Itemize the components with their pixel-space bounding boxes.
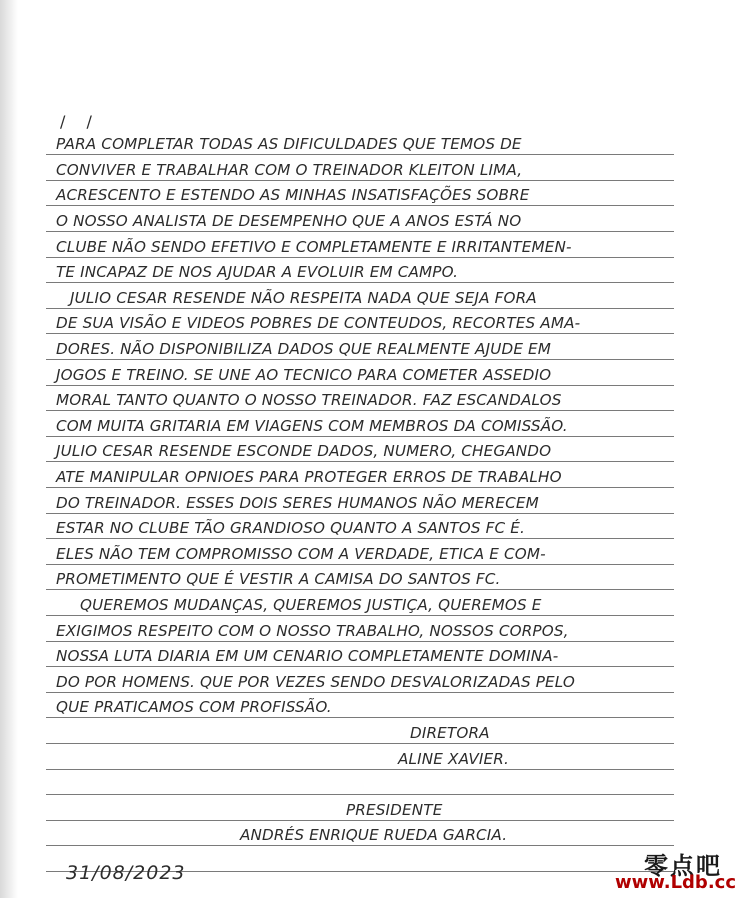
signature-name-president: ANDRÉS ENRIQUE RUEDA GARCIA.	[240, 826, 508, 844]
letter-line: COM MUITA GRITARIA EM VIAGENS COM MEMBROS DA COMISSÃO.	[56, 417, 568, 435]
letter-line: QUE PRATICAMOS COM PROFISSÃO.	[56, 698, 332, 716]
letter-line: CLUBE NÃO SENDO EFETIVO E COMPLETAMENTE E IRRITANTEMEN-	[56, 238, 572, 256]
rule-line	[46, 154, 674, 155]
letter-date: 31/08/2023	[66, 862, 186, 884]
rule-line	[46, 769, 674, 770]
letter-line: ELES NÃO TEM COMPROMISSO COM A VERDADE, ETICA E COM-	[56, 545, 546, 563]
rule-line	[46, 487, 674, 488]
letter-line: QUEREMOS MUDANÇAS, QUEREMOS JUSTIÇA, QUEREMOS E	[80, 596, 542, 614]
rule-line	[46, 820, 674, 821]
letter-line: ACRESCENTO E ESTENDO AS MINHAS INSATISFAÇÕES SOBRE	[56, 186, 530, 204]
letter-line: PROMETIMENTO QUE É VESTIR A CAMISA DO SANTOS FC.	[56, 570, 501, 588]
rule-line	[46, 180, 674, 181]
rule-line	[46, 615, 674, 616]
letter-line: JULIO CESAR RESENDE ESCONDE DADOS, NUMERO, CHEGANDO	[56, 442, 552, 460]
rule-line	[46, 564, 674, 565]
letter-line: ESTAR NO CLUBE TÃO GRANDIOSO QUANTO A SANTOS FC É.	[56, 519, 526, 537]
letter-line: NOSSA LUTA DIARIA EM UM CENARIO COMPLETAMENTE DOMINA-	[56, 647, 559, 665]
rule-line	[46, 794, 674, 795]
rule-line	[46, 410, 674, 411]
rule-line	[46, 743, 674, 744]
rule-line	[46, 845, 674, 846]
watermark-url: www.Ldb.cc	[615, 872, 736, 893]
watermark-chinese: 零点吧	[644, 852, 722, 880]
signature-role-president: PRESIDENTE	[346, 801, 443, 819]
signature-role-director: DIRETORA	[410, 724, 490, 742]
letter-line: DO TREINADOR. ESSES DOIS SERES HUMANOS NÃO MERECEM	[56, 494, 539, 512]
rule-line	[46, 641, 674, 642]
rule-line	[46, 282, 674, 283]
rule-line	[46, 205, 674, 206]
letter-line: DO POR HOMENS. QUE POR VEZES SENDO DESVALORIZADAS PELO	[56, 673, 576, 691]
rule-line	[46, 717, 674, 718]
letter-line: JULIO CESAR RESENDE NÃO RESPEITA NADA QUE SEJA FORA	[70, 289, 537, 307]
rule-line	[46, 333, 674, 334]
rule-line	[46, 666, 674, 667]
letter-line: ATE MANIPULAR OPNIOES PARA PROTEGER ERROS DE TRABALHO	[56, 468, 562, 486]
rule-line	[46, 513, 674, 514]
letter-line: CONVIVER E TRABALHAR COM O TREINADOR KLEITON LIMA,	[56, 161, 523, 179]
rule-line	[46, 692, 674, 693]
rule-line	[46, 538, 674, 539]
rule-line	[46, 231, 674, 232]
date-blank: / /	[60, 112, 100, 131]
rule-line	[46, 436, 674, 437]
rule-line	[46, 589, 674, 590]
letter-line: PARA COMPLETAR TODAS AS DIFICULDADES QUE TEMOS DE	[56, 135, 522, 153]
letter-line: O NOSSO ANALISTA DE DESEMPENHO QUE A ANOS ESTÁ NO	[56, 212, 522, 230]
rule-line	[46, 385, 674, 386]
letter-line: TE INCAPAZ DE NOS AJUDAR A EVOLUIR EM CAMPO.	[56, 263, 459, 281]
rule-line	[46, 257, 674, 258]
rule-line	[46, 359, 674, 360]
rule-line	[46, 461, 674, 462]
letter-line: DE SUA VISÃO E VIDEOS POBRES DE CONTEUDOS, RECORTES AMA-	[56, 314, 581, 332]
letter-line: JOGOS E TREINO. SE UNE AO TECNICO PARA COMETER ASSEDIO	[56, 366, 552, 384]
letter-line: EXIGIMOS RESPEITO COM O NOSSO TRABALHO, NOSSOS CORPOS,	[56, 622, 569, 640]
rule-line	[46, 308, 674, 309]
letter-line: MORAL TANTO QUANTO O NOSSO TREINADOR. FAZ ESCANDALOS	[56, 391, 562, 409]
signature-name-director: ALINE XAVIER.	[398, 750, 509, 768]
letter-line: DORES. NÃO DISPONIBILIZA DADOS QUE REALMENTE AJUDE EM	[56, 340, 552, 358]
